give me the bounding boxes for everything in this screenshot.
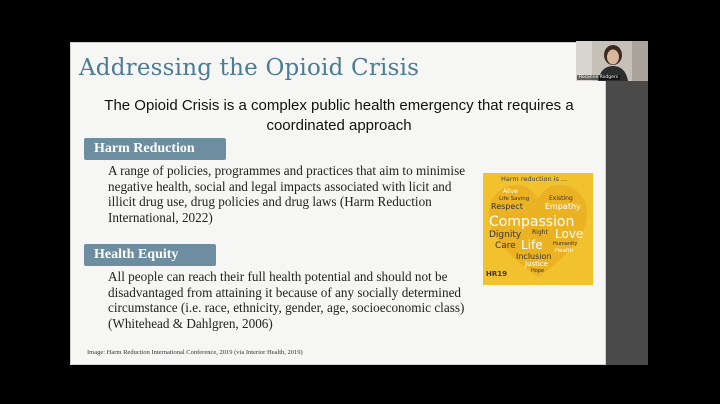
participant-video-tile[interactable] bbox=[576, 41, 648, 81]
harm-reduction-word-cloud bbox=[483, 173, 593, 285]
word-existing: Existing bbox=[549, 195, 573, 202]
word-cloud-title: Harm reduction is ... bbox=[501, 175, 568, 183]
word-compassion: Compassion bbox=[489, 214, 575, 230]
image-caption: Image: Harm Reduction International Conference, 2019 (via Interior Health, 2019) bbox=[87, 349, 303, 356]
word-health: Health bbox=[555, 248, 574, 254]
word-dignity: Dignity bbox=[489, 230, 522, 240]
hr19-logo: HR19 bbox=[486, 270, 507, 278]
word-life: Life bbox=[521, 238, 543, 252]
word-alive: Alive bbox=[503, 188, 518, 195]
word-care: Care bbox=[495, 241, 516, 251]
word-right: Right bbox=[532, 229, 548, 236]
presenter-sidebar bbox=[606, 42, 648, 365]
word-justice: Justice bbox=[525, 260, 548, 268]
slide bbox=[70, 42, 606, 365]
slide-subtitle: The Opioid Crisis is a complex public health emergency that requires a coordinated approach bbox=[104, 97, 574, 134]
harm-reduction-heading: Harm Reduction bbox=[84, 138, 226, 160]
word-life-saving: Life Saving bbox=[499, 196, 530, 202]
slide-title: Addressing the Opioid Crisis bbox=[79, 55, 420, 81]
word-respect: Respect bbox=[491, 202, 523, 211]
word-hope: Hope bbox=[531, 268, 545, 274]
participant-name-label: Rosanne Rodgers bbox=[579, 75, 619, 80]
word-cloud-svg bbox=[483, 173, 593, 285]
harm-reduction-text: A range of policies, programmes and practices that aim to minimise negative health, social and legal impacts associated with licit and illicit drug use, drug policies and drug laws (Harm Reduction International, 2022) bbox=[108, 163, 466, 225]
health-equity-heading: Health Equity bbox=[84, 244, 216, 266]
word-love: Love bbox=[555, 227, 584, 241]
word-humanity: Humanity bbox=[553, 241, 578, 247]
health-equity-text: All people can reach their full health potential and should not be disadvantaged from attaining it because of any socially determined circumstance (i.e. race, ethnicity, gender, age, socioeconomic class) (Whitehead & Dahlgren, 2006) bbox=[108, 269, 465, 331]
word-empathy: Empathy bbox=[545, 202, 581, 211]
word-inclusion: Inclusion bbox=[516, 252, 552, 261]
